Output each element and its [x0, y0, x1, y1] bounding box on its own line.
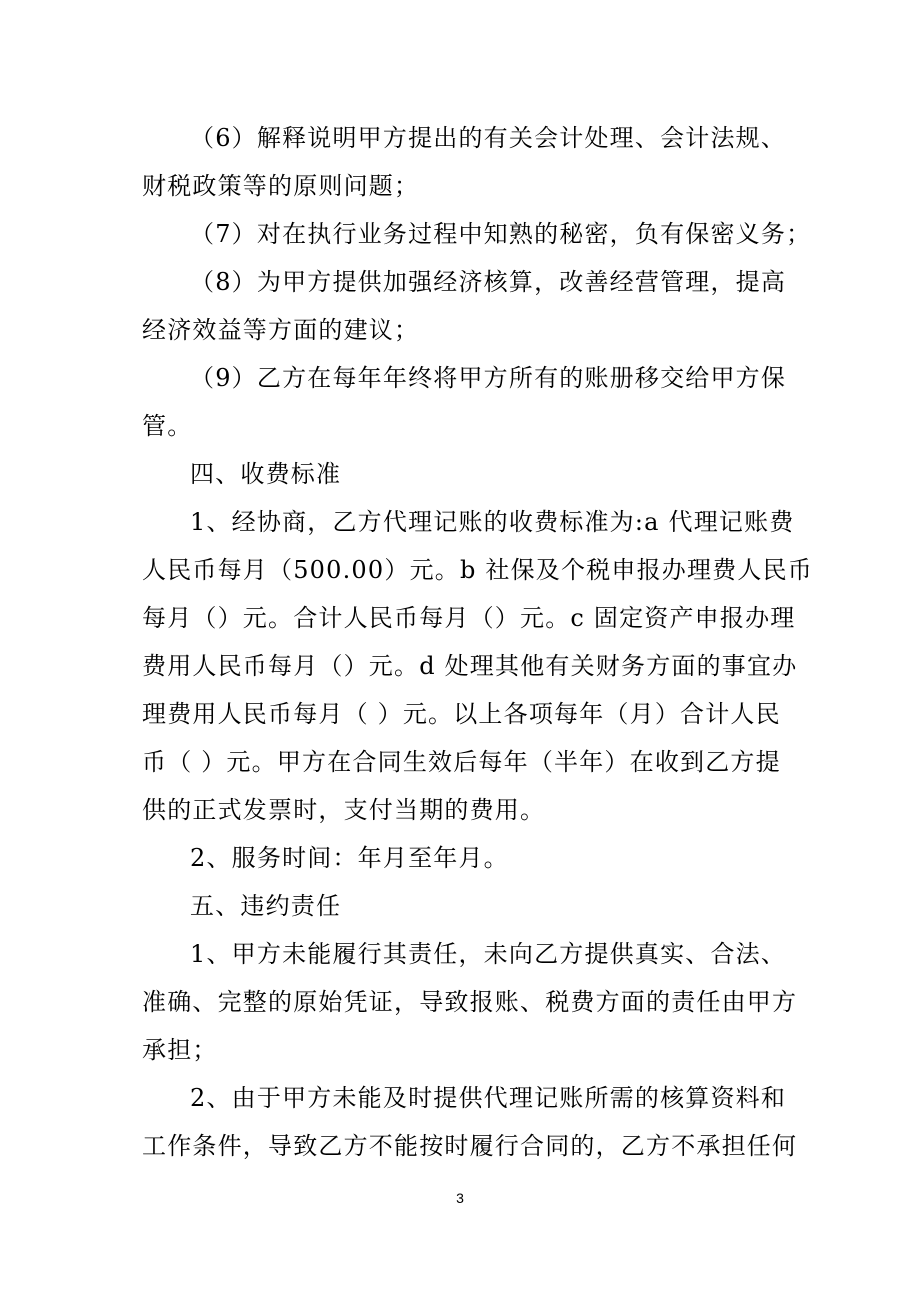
text-line: 费用人民币每月（）元。d 处理其他有关财务方面的事宜办: [142, 652, 798, 680]
text-line: （6）解释说明甲方提出的有关会计处理、会计法规、: [190, 124, 787, 152]
text-line: 每月（）元。合计人民币每月（）元。c 固定资产申报办理: [142, 604, 796, 632]
text-line: 人民币每月（500.00）元。b 社保及个税申报办理费人民币: [142, 556, 813, 584]
text-line: 1、经协商，乙方代理记账的收费标准为:a 代理记账费: [190, 508, 795, 536]
text-line: （9）乙方在每年年终将甲方所有的账册移交给甲方保: [190, 364, 787, 392]
section-heading: 四、收费标准: [190, 460, 342, 488]
text-line: 供的正式发票时，支付当期的费用。: [142, 796, 546, 824]
text-line: 承担；: [142, 1036, 218, 1064]
page-number: 3: [456, 1190, 464, 1206]
text-line: 理费用人民币每月（ ）元。以上各项每年（月）合计人民: [142, 700, 781, 728]
text-line: 工作条件，导致乙方不能按时履行合同的，乙方不承担任何: [142, 1132, 798, 1160]
text-line: 2、服务时间：年月至年月。: [190, 844, 509, 872]
text-line: （8）为甲方提供加强经济核算，改善经营管理，提高: [190, 268, 787, 296]
text-line: 准确、完整的原始凭证，导致报账、税费方面的责任由甲方: [142, 988, 798, 1016]
text-line: 币（ ）元。甲方在合同生效后每年（半年）在收到乙方提: [142, 748, 781, 776]
text-line: 财税政策等的原则问题；: [142, 172, 420, 200]
text-line: 管。: [142, 412, 193, 440]
text-line: 1、甲方未能履行其责任，未向乙方提供真实、合法、: [190, 940, 787, 968]
text-line: 经济效益等方面的建议；: [142, 316, 420, 344]
section-heading: 五、违约责任: [190, 892, 342, 920]
text-line: （7）对在执行业务过程中知熟的秘密，负有保密义务；: [190, 220, 812, 248]
text-line: 2、由于甲方未能及时提供代理记账所需的核算资料和: [190, 1084, 787, 1112]
